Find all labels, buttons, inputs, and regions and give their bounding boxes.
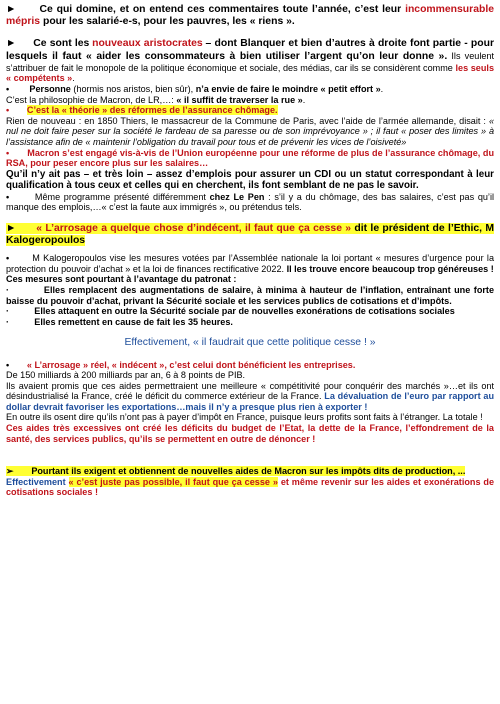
dot-bullet-icon: • bbox=[6, 84, 10, 94]
paragraph-philosophie: C’est la philosophie de Macron, de LR,…: « il suffit de traverser la rue ». bbox=[6, 94, 306, 105]
small-dot-bullet-icon: · bbox=[6, 306, 10, 317]
document-page bbox=[6, 4, 494, 498]
dot-bullet-icon: • bbox=[6, 105, 10, 116]
small-dot-bullet-icon: · bbox=[6, 284, 10, 295]
paragraph-milliards: De 150 milliards à 200 milliards par an, 6 à 8 points de PIB. bbox=[6, 370, 246, 381]
paragraph-personne: • Personne (hormis nos aristos, bien sûr), n’a envie de faire le moindre « petit effort ». bbox=[6, 84, 384, 94]
paragraph-nouvelles-aides: ➢ Pourtant ils exigent et obtiennent de nouvelles aides de Macron sur les impôts dits de production, ... bbox=[6, 466, 466, 477]
arrow-bullet-icon: ► bbox=[6, 222, 17, 234]
paragraph-contempt: ► Ce qui domine, et on entend ces commentaires toute l’année, c’est leur incommensurable mépris pour les salarié-e-s, pour les pauvres, les « riens ». bbox=[6, 4, 494, 28]
paragraph-thiers: Rien de nouveau : en 1850 Thiers, le massacreur de la Commune de Paris, avec l’aide de l’armée allemande, disait : « nul ne doit faire peser sur la société le fardeau de sa paresse ou de son imprévoyance » ; il faut « poser des limites » à l’assistance afin de « maintenir l’obligation du travail pour tous et de prévenir les vices de l’oisiveté» bbox=[6, 115, 495, 147]
list-item-salaires: · Elles remplacent des augmentations de salaire, à minima à hauteur de l’inflation, entraînant une forte baisse du pouvoir d’achat, privant la Sécurité sociale et les services publics de cotisations et d’impôts. bbox=[6, 284, 494, 306]
paragraph-conclusion: Effectivement « c’est juste pas possible, il faut que ça cesse » et même revenir sur les aides et exonérations de cotisations sociales ! bbox=[6, 476, 495, 498]
arrow-bullet-icon: ► bbox=[6, 4, 17, 15]
paragraph-deficits: Ces aides très excessives ont créé les déficits du budget de l’Etat, la dette de la France, l’effondrement de la santé, des services publics, qu’ils se permettent en outre de dénoncer ! bbox=[6, 423, 494, 444]
list-item-35-heures: · Elles remettent en cause de fait les 35 heures. bbox=[6, 316, 233, 327]
paragraph-promesses: Ils avaient promis que ces aides permettraient une meilleure « compétitivité pour conquérir des marchés »…et ils ont désindustrialisé la France, créé le déficit du commerce extérieur de la France. La dévaluation de l’euro par rapport au dollar devrait favoriser les exportations…mais il n’y a presque plus rien à exporter ! bbox=[6, 380, 495, 412]
dot-bullet-icon: • bbox=[6, 147, 10, 158]
small-dot-bullet-icon: · bbox=[6, 316, 10, 327]
list-item-securite-sociale: · Elles attaquent en outre la Sécurité sociale par de nouvelles exonérations de cotisations sociales bbox=[6, 306, 455, 317]
paragraph-le-pen: • Même programme présenté différemment chez Le Pen : s’il y a du chômage, des bas salaires, c’est pas qu’il manque des emplois,…« c’est la faute aux immigrés », ou prétendus tels. bbox=[6, 191, 494, 213]
arrow-bullet-icon: ► bbox=[6, 38, 17, 50]
paragraph-impots-etranger: En outre ils osent dire qu’ils n’ont pas à payer d’impôt en France, puisque leurs profits sont faits à l’étranger. La totale ! bbox=[6, 412, 483, 423]
highlight-aristocrates: nouveaux aristocrates bbox=[92, 38, 203, 50]
paragraph-effectivement: Effectivement, « il faudrait que cette politique cesse ! » bbox=[124, 337, 376, 349]
paragraph-macron-ue: • Macron s’est engagé vis-à-vis de l’Union européenne pour une réforme de plus de l’assurance chômage, du RSA, pour peser encore plus sur les salaires… bbox=[6, 147, 495, 169]
dot-bullet-icon: • bbox=[6, 191, 10, 202]
paragraph-aristocrats: ► Ce sont les nouveaux aristocrates – dont Blanquer et bien d’autres à droite font partie - pour lesquels il faut « aider les consommateurs à bien utiliser l’argent qu’on leur donne ». Ils veulent s’attribuer de fait le monopole de la politique économique et sociale, des médias, car ils se considèrent comme les seuls « compétents ». bbox=[6, 38, 494, 84]
paragraph-arrosage-reel: • « L’arrosage » réel, « indécent », c’est celui dont bénéficient les entreprises. bbox=[6, 359, 356, 370]
dot-bullet-icon: • bbox=[6, 253, 10, 264]
paragraph-kalogeropoulos: • M Kalogeropoulos vise les mesures votées par l’Assemblée nationale la loi portant « mesures d’urgence pour la protection du pouvoir d’achat » et la loi de finances rectificative 2022. Il les trouve encore beaucoup trop généreuses ! bbox=[6, 253, 495, 274]
paragraph-emplois: Qu’il n’y ait pas – et très loin – assez d’emplois pour assurer un CDI ou un statut correspondant à leur qualification à tous ceux et celles qui en cherchent, ils font semblant de ne pas le savoir. bbox=[6, 168, 494, 192]
chevron-bullet-icon: ➢ bbox=[6, 466, 14, 477]
paragraph-theorie: • C’est la « théorie » des réformes de l’assurance chômage. bbox=[6, 105, 278, 116]
paragraph-avantage: Ces mesures sont pourtant à l’avantage du patronat : bbox=[6, 274, 237, 285]
dot-bullet-icon: • bbox=[6, 359, 10, 370]
paragraph-arrosage-title: ► « L’arrosage a quelque chose d’indécent, il faut que ça cesse » dit le président de l’Ethic, M Kalogeropoulos bbox=[6, 222, 494, 246]
highlight-mepris: incommensurable mépris bbox=[6, 4, 494, 28]
